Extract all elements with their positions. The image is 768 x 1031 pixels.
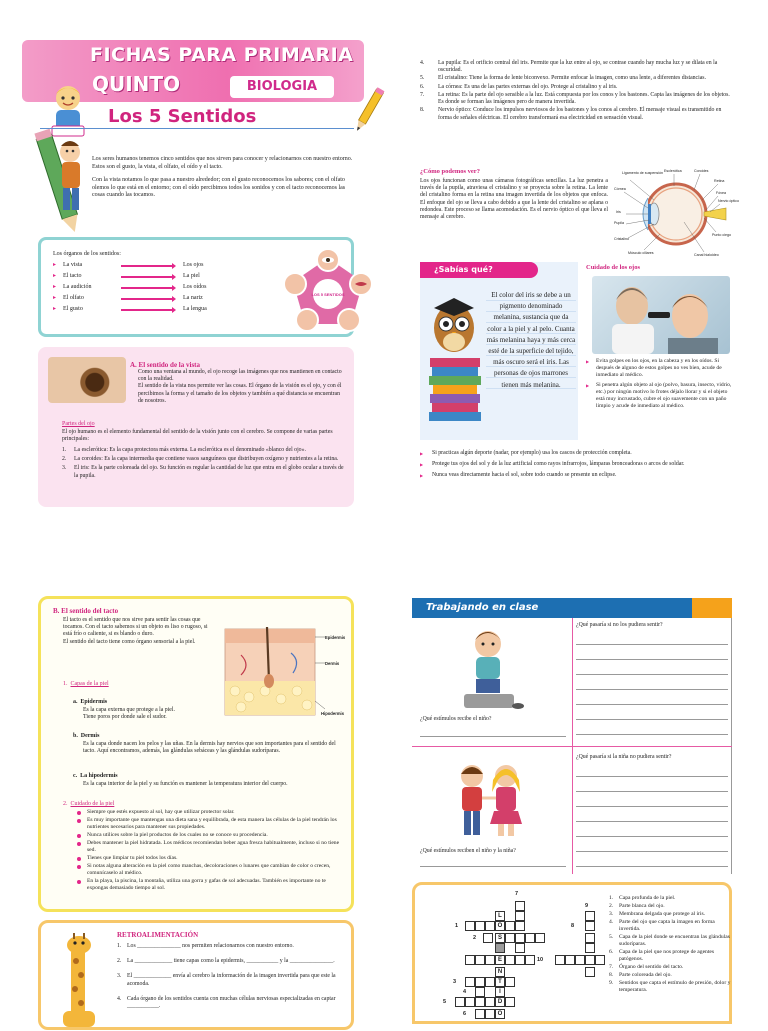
pencil-character-illustration xyxy=(30,124,90,236)
skin-layer-item xyxy=(73,699,343,721)
crossword-cell[interactable] xyxy=(585,911,595,921)
organ-row xyxy=(53,273,223,283)
answer-line[interactable] xyxy=(576,690,728,705)
diagram-label: Dermis xyxy=(325,661,340,666)
clue-text: Parte blanca del ojo. xyxy=(619,902,665,909)
item-text: Es la capa externa que protege a la piel. Tiene poros por donde sale el sudor. xyxy=(83,706,175,720)
answer-line[interactable] xyxy=(576,762,728,777)
question-text: ¿Qué pasaría si la niña no pudiera sentir? xyxy=(576,754,672,760)
answer-line[interactable] xyxy=(420,852,566,867)
item-text: La córnea: Es una de las partes externas del ojo. Protege al cristalino y al iris. xyxy=(438,83,618,90)
question-text: ¿Qué pasaría si no los pudiera sentir? xyxy=(576,622,663,628)
crossword-cell[interactable] xyxy=(465,921,475,931)
crossword-cell[interactable] xyxy=(475,977,485,987)
item-title: Dermis xyxy=(80,733,100,739)
clue-item xyxy=(609,903,731,910)
diagram-center-label: LOS 5 SENTIDOS xyxy=(311,292,345,297)
exercise-text: Cada órgano de los sentidos cuenta con muchas células nerviosas especializadas en captar ___________. xyxy=(127,995,336,1010)
sense-organs-box xyxy=(38,237,354,337)
clue-item xyxy=(609,934,731,948)
diagram-label: Ligamento de suspensión xyxy=(622,171,663,175)
crossword-cell[interactable] xyxy=(535,933,545,943)
sense-name: La audición xyxy=(63,284,92,290)
feedback-section xyxy=(38,920,354,1030)
did-you-know-text: El color del iris se debe a un pigmento denominado melanina, sustancia que da color a la piel y al pelo. Cuanta más melanina haya y más cerca esté de la superficie del tejido, más oscuro será el iris. Las personas de ojos marrones tienen más melanina. xyxy=(486,290,576,391)
banner-title: FICHAS PARA PRIMARIA xyxy=(90,44,354,66)
section-text: El tacto es el sentido que nos sirve para sentir las cosas que tocamos. Con el tacto sabemos si un objeto es liso o rugoso, si está frío o caliente, si es blando o duro. El sentido del tacto tiene como órgano sensorial a la piel. xyxy=(63,617,208,645)
crossword-cell[interactable] xyxy=(475,1009,485,1019)
item-text: Es la capa donde nacen los pelos y las uñas. En la dermis hay nervios que son importantes para el sentido del tacto. Aquí encontramos, además, las glándulas sebáceas y las glándulas sudoríparas. xyxy=(83,740,336,754)
bullet-icon: ▸ xyxy=(53,295,57,301)
child-sitting-illustration xyxy=(448,622,530,712)
answer-line[interactable] xyxy=(576,807,728,822)
crossword-cell[interactable] xyxy=(465,955,475,965)
skin-layer-item xyxy=(73,733,343,755)
diagram-label: Retina xyxy=(714,179,725,183)
answer-line[interactable] xyxy=(576,660,728,675)
crossword-cell[interactable] xyxy=(585,921,595,931)
clue-item xyxy=(609,980,731,994)
crossword-cell[interactable] xyxy=(485,955,495,965)
organ-row xyxy=(53,306,223,316)
diagram-label: Fóvea xyxy=(716,191,726,195)
list-item xyxy=(62,456,346,463)
organ-row xyxy=(53,262,223,272)
crossword-cell[interactable] xyxy=(525,955,535,965)
clue-text: Membrana delgada que protege al iris. xyxy=(619,910,706,917)
list-item: ▶ Evita golpes en los ojos, en la cabeza y en los oídos. Si después de alguno de estos golpes no ves bien, acude de inmediato al médico. xyxy=(586,358,732,379)
header-banner xyxy=(22,40,364,102)
did-you-know-box xyxy=(420,262,578,440)
subsection-text: El ojo humano es el elemento fundamental del sentido de la visión junto con el cerebro. Se compone de varias partes principales: xyxy=(62,429,333,443)
crossword-cell[interactable] xyxy=(505,977,515,987)
crossword-cell[interactable] xyxy=(475,997,485,1007)
answer-lines[interactable] xyxy=(576,630,728,735)
diagram-label: Esclerótica xyxy=(664,169,682,173)
crossword-cell[interactable] xyxy=(495,943,505,953)
item-key: a. xyxy=(73,699,78,705)
sense-name: El gusto xyxy=(63,306,83,312)
item-text: La retina: Es la parte del ojo sensible a la luz. Está compuesta por los conos y los bastones. Capta las imágenes de los objetos. Es donde se forman las imágenes pero de manera invertida. xyxy=(438,91,730,106)
clue-item xyxy=(609,895,731,902)
crossword-cell[interactable] xyxy=(515,955,525,965)
eye-parts-list-continued xyxy=(420,60,730,123)
clue-number: 5 xyxy=(443,999,447,1005)
crossword-cell[interactable]: I xyxy=(495,987,505,997)
clue-number: 10 xyxy=(537,957,544,963)
answer-line[interactable] xyxy=(576,777,728,792)
item-key: c. xyxy=(73,773,78,779)
crossword-cell[interactable] xyxy=(475,987,485,997)
organ-name: Los oídos xyxy=(183,284,207,290)
clue-number: 2. xyxy=(609,902,614,909)
answer-lines[interactable] xyxy=(420,722,566,737)
clue-number: 6 xyxy=(463,1011,467,1017)
section-heading: ¿Cómo podemos ver? xyxy=(420,168,480,175)
item-number: 3. xyxy=(117,973,122,980)
subsection-title: Capas de la piel xyxy=(70,681,109,687)
item-text: La coroides: Es la capa intermedia que contiene vasos sanguíneos que distribuyen oxígeno y nutrientes a la retina. xyxy=(74,456,339,463)
intro-paragraph: Los seres humanos tenemos cinco sentidos que nos sirven para conocer y relacionarnos con nuestro entorno. Estos son el gusto, la vista, el olfato, el oído y el tacto. xyxy=(92,156,353,170)
grid-divider xyxy=(412,746,732,747)
crossword-cell[interactable] xyxy=(585,955,595,965)
giraffe-illustration xyxy=(49,931,109,1031)
bullet-icon: ▸ xyxy=(53,273,57,279)
sense-name: El olfato xyxy=(63,295,84,301)
section-heading: B. El sentido del tacto xyxy=(53,607,119,615)
item-number: 4. xyxy=(420,60,425,66)
clue-item xyxy=(609,964,731,971)
crossword-cell[interactable]: O xyxy=(495,921,505,931)
item-text: Es la capa interior de la piel y su función es mantener la temperatura interior del cuerpo. xyxy=(83,780,288,787)
answer-lines[interactable] xyxy=(420,852,566,867)
diagram-label: Pupila xyxy=(614,221,624,225)
arrow-right-icon xyxy=(121,265,173,267)
item-text: El cristalino: Tiene la forma de lente biconvexo. Permite enfocar la imagen, como una lente, a diferentes distancias. xyxy=(438,75,707,82)
answer-line[interactable] xyxy=(576,822,728,837)
crossword-cell[interactable] xyxy=(585,933,595,943)
eye-tips-list xyxy=(420,450,732,484)
clue-item xyxy=(609,911,731,918)
list-item xyxy=(420,107,730,121)
clue-number: 3. xyxy=(609,910,614,917)
answer-line[interactable] xyxy=(576,705,728,720)
crossword-cell[interactable] xyxy=(475,921,485,931)
vision-section xyxy=(38,347,354,507)
crossword-cell[interactable]: N xyxy=(495,967,505,977)
list-item xyxy=(62,465,346,479)
crossword-cell[interactable] xyxy=(505,933,515,943)
item-number: 1. xyxy=(62,447,67,453)
list-item xyxy=(420,60,730,74)
clue-number: 8. xyxy=(609,971,614,978)
organ-row xyxy=(53,284,223,294)
exercise-text: Los _______________ nos permiten relacionarnos con nuestro entorno. xyxy=(127,943,294,949)
crossword-cell[interactable] xyxy=(515,911,525,921)
answer-line[interactable] xyxy=(420,722,566,737)
item-title: La hipodermis xyxy=(80,773,118,779)
crossword-cell[interactable] xyxy=(485,1009,495,1019)
diagram-label: Iris xyxy=(616,210,621,214)
answer-line[interactable] xyxy=(576,645,728,660)
list-item: Tienes que limpiar tu piel todos los días. xyxy=(77,855,345,862)
organs-title: Los órganos de los sentidos: xyxy=(53,251,121,257)
eye-parts-list xyxy=(62,447,346,482)
children-holding-hands-illustration xyxy=(448,758,530,844)
list-item: Nunca utilices sobre la piel productos de los cuales no se conoce su procedencia. xyxy=(77,832,345,839)
question-text: ¿Qué estímulos reciben el niño y la niña? xyxy=(420,848,516,854)
subsection-number: 2. xyxy=(63,801,68,807)
intro-paragraph: Con la vista notamos lo que pasa a nuestro alrededor; con el gusto reconocemos los sabores; con el olfato olemos lo que está en el entorno; con el oído percibimos todos los sonidos y con el tacto reconocemos las cosas cuando las tocamos. xyxy=(92,177,346,198)
intro-text xyxy=(92,156,354,206)
crossword-cell[interactable] xyxy=(595,955,605,965)
clue-text: Parte del ojo que capta la imagen en forma invertida. xyxy=(619,918,715,932)
arrow-right-icon xyxy=(121,298,173,300)
list-item: Siempre que estés expuesto al sol, hay que utilizar protector solar. xyxy=(77,809,345,816)
crossword-cell[interactable] xyxy=(515,943,525,953)
item-number: 7. xyxy=(420,91,425,98)
list-item xyxy=(420,75,730,82)
clue-number: 5. xyxy=(609,933,614,940)
diagram-label: Punto ciego xyxy=(712,233,731,237)
list-item: ▶ Si practicas algún deporte (nadar, por ejemplo) usa los cascos de protección completa. xyxy=(420,450,732,457)
crossword-cell[interactable] xyxy=(505,955,515,965)
crossword-cell[interactable]: O xyxy=(495,1009,505,1019)
answer-line[interactable] xyxy=(576,792,728,807)
section-text: Como una ventana al mundo, el ojo recoge las imágenes que nos mantienen en contacto con la realidad. El sentido de la vista nos permite ver las cosas. El órgano de la visión es el ojo, y con él percibimos la forma y el tamaño de los objetos y también a qué distancia se encuentran de nosotros. xyxy=(138,369,342,404)
clue-number: 3 xyxy=(453,979,457,985)
answer-line[interactable] xyxy=(576,675,728,690)
list-item: Debes mantener la piel hidratada. Los médicos recomiendan beber agua fresca habitualmente, incluso si no tiene sed. xyxy=(77,840,345,854)
did-you-know-heading: ¿Sabías qué? xyxy=(420,262,538,278)
list-item xyxy=(62,447,346,454)
clue-item xyxy=(609,949,731,963)
item-text: La esclerótica: Es la capa protectora más externa. La esclerótica es el denominado «blanco del ojo». xyxy=(74,447,306,453)
diagram-label: Córnea xyxy=(614,187,626,191)
banner-grade: QUINTO xyxy=(92,72,181,96)
crossword-cell[interactable] xyxy=(485,977,495,987)
list-item: Es muy importante que mantengas una dieta sana y equilibrada, de esta manera las células de la piel tendrán los nutrientes necesarios para mantener sus propiedades. xyxy=(77,817,345,831)
list-item: ▶ Si penetra algún objeto al ojo (polvo, basura, insecto, vidrio, etc.) por ningún motivo lo frotes déjalo llorar y si el objeto está muy incrustado, cubre el ojo suavemente con un paño limpio y acude de inmediato al médico. xyxy=(586,382,732,410)
clue-number: 4. xyxy=(609,918,614,925)
answer-line[interactable] xyxy=(576,852,728,867)
subsection-heading xyxy=(63,801,114,809)
subsection-heading xyxy=(63,681,109,689)
touch-section xyxy=(38,596,354,912)
crossword-cell[interactable] xyxy=(585,967,595,977)
list-item: ▶ Nunca veas directamente hacia el sol, sobre todo cuando se presente un eclipse. xyxy=(420,472,732,479)
eye-exam-illustration xyxy=(592,276,730,354)
eye-anatomy-diagram xyxy=(614,166,739,258)
crossword-cell[interactable] xyxy=(485,997,495,1007)
exercise-item xyxy=(117,943,349,950)
owl-on-books-illustration xyxy=(424,284,486,434)
crossword-cell[interactable] xyxy=(455,997,465,1007)
answer-lines[interactable] xyxy=(576,762,728,867)
clue-number: 8 xyxy=(571,923,575,929)
crossword-cell[interactable] xyxy=(515,921,525,931)
crossword-cell[interactable] xyxy=(515,933,525,943)
crossword-cell[interactable] xyxy=(485,921,495,931)
bullet-icon: ▸ xyxy=(53,306,57,312)
crossword-grid xyxy=(439,891,609,1025)
section-heading: A. El sentido de la vista xyxy=(130,361,201,369)
bullet-icon: ▸ xyxy=(53,284,57,290)
page-title: Los 5 Sentidos xyxy=(108,106,257,127)
list-item: ▶ Protege tus ojos del sol y de la luz artificial como rayos infrarrojos, lámparas bronceadoras o arcos de soldar. xyxy=(420,461,732,468)
arrow-right-icon xyxy=(121,287,173,289)
eye-exam-photo xyxy=(592,276,730,354)
clue-number: 7 xyxy=(515,891,519,897)
organ-row xyxy=(53,295,223,305)
section-text: Los ojos funcionan como unas cámaras fotográficas sencillas. La luz penetra a través de la pupila, atraviesa el cristalino y se proyecta sobre la retina. La lente del cristalino forma en la retina una imagen invertida de los objetos que enfoca. El enfoque del ojo se lleva a cabo debido a que la lente del cristalino se aplana o redondea. Este proceso se llama acomodación. Es el nervio óptico el que lleva el mensaje al cerebro. xyxy=(420,178,608,221)
exercise-item xyxy=(117,973,349,987)
crossword-cell[interactable] xyxy=(505,921,515,931)
clue-text: Capa de la piel que nos protege de agentes patógenos. xyxy=(619,948,715,962)
crossword-section xyxy=(412,882,732,1024)
fill-in-exercise-list xyxy=(117,943,349,1018)
exercise-item xyxy=(117,996,349,1010)
subsection-heading: Partes del ojo xyxy=(62,421,95,427)
diagram-label: Hipodermis xyxy=(321,711,345,716)
item-key: b. xyxy=(73,733,78,739)
item-number: 1. xyxy=(117,943,122,949)
crossword-cell[interactable] xyxy=(465,997,475,1007)
crossword-cell[interactable] xyxy=(475,955,485,965)
crossword-cell[interactable] xyxy=(565,955,575,965)
sense-name: El tacto xyxy=(63,273,82,279)
eye-care-list xyxy=(586,358,732,413)
clue-item xyxy=(609,919,731,933)
item-number: 4. xyxy=(117,995,122,1002)
list-item: En la playa, la piscina, la montaña, utiliza una gorra y gafas de sol adecuadas. También es importante no te expongas demasiado tiempo al sol. xyxy=(77,878,345,892)
clue-text: Sentidos que capta el estímulo de presión, dolor y temperatura. xyxy=(619,979,731,993)
answer-line[interactable] xyxy=(576,630,728,645)
diagram-label: Canal hialoideo xyxy=(694,253,719,257)
clue-number: 9 xyxy=(585,903,589,909)
subsection-title: Cuidado de la piel xyxy=(70,801,115,807)
crossword-clues-list xyxy=(609,895,731,995)
clue-number: 7. xyxy=(609,963,614,970)
list-item xyxy=(420,84,730,91)
pencil-icon xyxy=(356,84,382,136)
diagram-label: Nervio óptico xyxy=(718,199,739,203)
exercise-item xyxy=(117,958,349,965)
sense-name: La vista xyxy=(63,262,83,268)
diagram-label: Cristalino xyxy=(614,237,629,241)
list-item xyxy=(420,92,730,106)
crossword-cell[interactable]: T xyxy=(495,977,505,987)
five-senses-diagram xyxy=(285,250,371,332)
crossword-cell[interactable]: E xyxy=(495,955,505,965)
clue-number: 1 xyxy=(455,923,459,929)
arrow-right-icon xyxy=(121,309,173,311)
crossword-cell[interactable] xyxy=(483,933,493,943)
question-text: ¿Qué estímulos recibe el niño? xyxy=(420,716,492,722)
clue-text: Parte coloreada del ojo. xyxy=(619,971,672,978)
crossword-cell[interactable]: L xyxy=(495,911,505,921)
item-text: La pupila: Es el orificio central del iris. Permite que la luz entre al ojo, se contrae cuando hay mucha luz y se dilata en la oscuridad. xyxy=(438,60,718,74)
item-number: 2. xyxy=(117,958,122,965)
item-number: 3. xyxy=(62,465,67,472)
organ-name: La lengua xyxy=(183,306,207,312)
answer-line[interactable] xyxy=(576,837,728,852)
clue-text: Órgano del sentido del tacto. xyxy=(619,963,684,970)
clue-number: 6. xyxy=(609,948,614,955)
section-heading: Cuidado de los ojos xyxy=(586,264,640,271)
clue-number: 2 xyxy=(473,935,477,941)
diagram-label: Músculo ciliares xyxy=(628,251,654,255)
list-item: Si notas alguna alteración en la piel como manchas, decoloraciones o lunares que cambian de color o crecen, comunícaselo al médico. xyxy=(77,863,345,877)
item-text: El iris: Es la parte coloreada del ojo. Su función es regular la cantidad de luz que entra en el globo ocular a través de la pupila. xyxy=(74,465,344,479)
crossword-cell[interactable] xyxy=(505,997,515,1007)
item-number: 6. xyxy=(420,83,425,90)
bullet-icon: ▸ xyxy=(53,262,57,268)
clue-number: 4 xyxy=(463,989,467,995)
organ-name: La nariz xyxy=(183,295,203,301)
eye-photo xyxy=(48,357,126,403)
clue-number: 1. xyxy=(609,895,614,901)
answer-line[interactable] xyxy=(576,720,728,735)
exercise-text: La _____________ tiene capas como la epidermis, ___________ y la _______________. xyxy=(127,958,335,965)
item-text: Nervio óptico: Conduce los impulsos nerviosos de los bastones y los conos al cerebro. El mensaje visual es transmitido en forma de señales eléctricas. El cerebro transformará esa electricidad en sensación visual. xyxy=(438,107,722,121)
clue-text: Capa profunda de la piel. xyxy=(619,895,676,901)
crossword-cell[interactable] xyxy=(465,977,475,987)
organ-name: Los ojos xyxy=(183,262,204,268)
section-heading: Trabajando en clase xyxy=(412,598,732,618)
item-number: 8. xyxy=(420,107,425,114)
subsection-number: 1. xyxy=(63,681,68,687)
crossword-cell[interactable] xyxy=(585,943,595,953)
clue-text: Capa de la piel donde se encuentran las glándulas sudoríparas. xyxy=(619,933,730,947)
crossword-cell[interactable] xyxy=(515,901,525,911)
crossword-cell[interactable] xyxy=(525,933,535,943)
arrow-right-icon xyxy=(121,276,173,278)
skin-layer-item xyxy=(73,773,343,788)
crossword-cell[interactable]: D xyxy=(495,997,505,1007)
section-heading: RETROALIMENTACIÓN xyxy=(117,931,199,939)
banner-subject-tag: BIOLOGIA xyxy=(230,76,334,98)
clue-item xyxy=(609,972,731,979)
skin-care-list xyxy=(77,809,345,893)
crossword-cell[interactable]: S xyxy=(495,933,505,943)
diagram-label: Epidermis xyxy=(325,635,346,640)
exercise-text: El _____________ envía al cerebro la información de la imagen invertida para que este la acomoda. xyxy=(127,973,336,987)
organ-name: La piel xyxy=(183,273,200,279)
clue-number: 9. xyxy=(609,979,614,986)
crossword-cell[interactable] xyxy=(555,955,565,965)
diagram-label: Coroides xyxy=(694,169,709,173)
crossword-cell[interactable] xyxy=(575,955,585,965)
item-number: 2. xyxy=(62,456,67,463)
item-number: 5. xyxy=(420,75,425,82)
item-title: Epidermis xyxy=(80,699,108,705)
